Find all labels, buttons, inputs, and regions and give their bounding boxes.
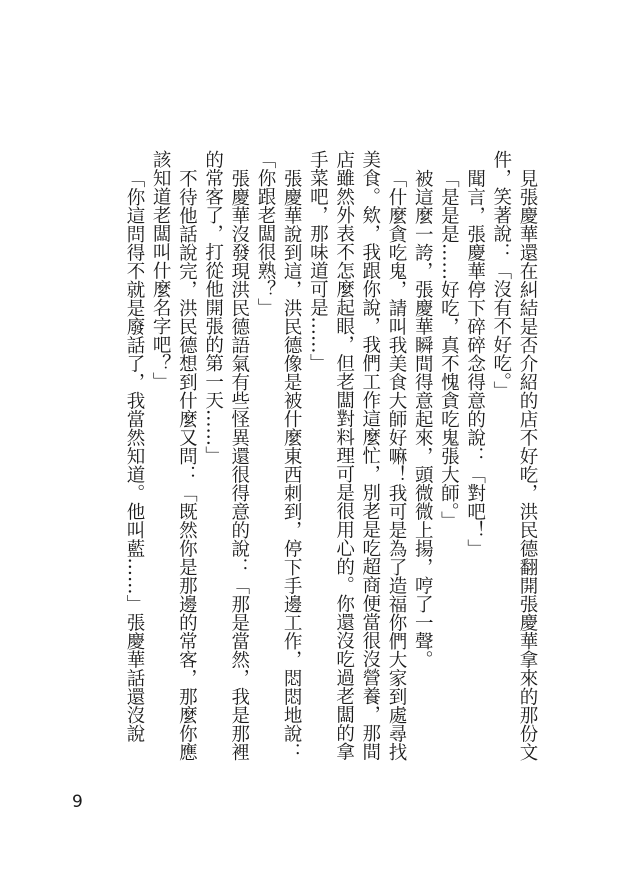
paragraph-6: 張慶華說到這，洪民德像是被什麼東西刺到，停下手邊工作，悶悶地說：「你跟老闆很熟？」 — [254, 150, 303, 761]
paragraph-5: 「什麼貪吃鬼，請叫我美食大師好嘛！我可是為了造福你們大家到處尋找美食。欸，我跟你說，我們工作這麼忙，別老是吃超商便當很沒營養，那間店雖然外表不怎麼起眼，但老闆對料理可是很用心的。你還沒吃過老闆的拿手菜吧，那味道可是……」 — [307, 150, 407, 761]
paragraph-3: 「是是是……好吃，真不愧貪吃鬼張大師。」 — [438, 168, 460, 530]
page-number: 9 — [72, 792, 83, 812]
paragraph-4: 被這麼一誇，張慶華瞬間得意起來，頭微微上揚，哼了一聲。 — [412, 168, 434, 668]
paragraph-1: 見張慶華還在糾結是否介紹的店不好吃，洪民德翻開張慶華拿來的那份文件，笑著說：「沒有不好吃。」 — [490, 150, 538, 761]
paragraph-9: 「你這問得不就是廢話了，我當然知道。他叫藍……」張慶華話還沒說 — [123, 168, 145, 742]
paragraph-7: 張慶華沒發現洪民德語氣有些怪異還很得意的說：「那是當然，我是那裡的常客了，打從他開張的第一天……」 — [202, 150, 250, 761]
paragraph-2: 聞言，張慶華停下碎碎念得意的說：「對吧！」 — [464, 168, 486, 557]
vertical-text-body — [70, 150, 540, 770]
paragraph-8: 不待他話說完，洪民德想到什麼又問：「既然你是那邊的常客，那麼你應該知道老闆叫什麼名字吧？」 — [150, 150, 198, 761]
